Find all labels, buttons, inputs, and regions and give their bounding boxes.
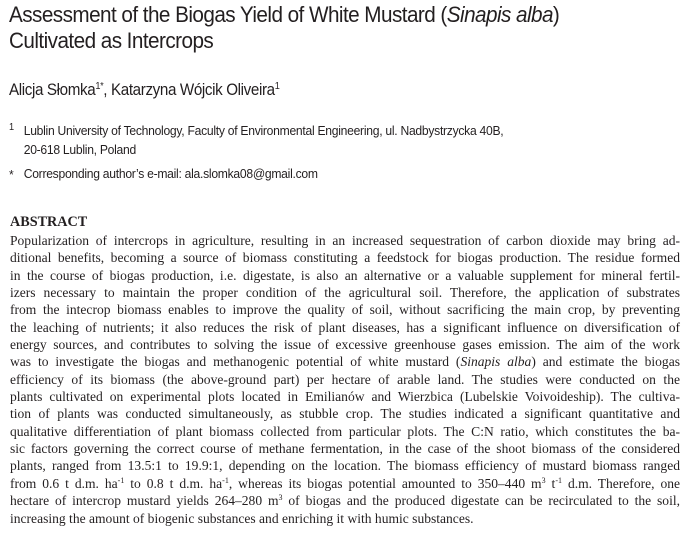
affiliation (9, 121, 503, 159)
affiliation-mark: 1 (9, 122, 14, 133)
abstract-line: energy sources, and contributes to solving the issue of excessive greenhouse gases emission. The aim of the work (10, 337, 680, 353)
corresponding-email: Corresponding author’s e-mail: ala.slomka08@gmail.com (23, 166, 318, 181)
title-line-1: Assessment of the Biogas Yield of White Mustard (Sinapis alba) (9, 2, 560, 27)
abstract-line: increasing the amount of biogenic substances and enriching it with humic substances. (10, 510, 474, 526)
abstract-line: from the intecrop biomass enables to improve the quality of soil, without sacrificing the main crop, by preventing (10, 302, 680, 318)
abstract-line: plants cultivated on experimental plots located in Emilianów and Wierzbica (Lubelskie Voivoideship). The cultiva- (10, 389, 680, 405)
abstract-line: sic factors governing the correct course of methane fermentation, in the case of the shoot biomass of the considered (10, 441, 680, 457)
paper-title (9, 2, 635, 54)
abstract-line: hectare of intercrop mustard yields 264–280 $m^3$ of biogas and the produced digestate can be recirculated to the soil, (10, 493, 680, 509)
abstract-body (10, 232, 680, 527)
author-name: Katarzyna Wójcik Oliveira (111, 81, 275, 99)
affiliation-line-1: Lublin University of Technology, Faculty of Environmental Engineering, ul. Nadbystrzycka 40B, (23, 123, 504, 138)
abstract-heading: ABSTRACT (10, 214, 88, 230)
author-name: Alicja Słomka (9, 81, 96, 99)
affiliation-line-2: 20-618 Lublin, Poland (23, 142, 136, 157)
abstract-line: plants, ranged from 13.5:1 to 19.9:1, depending on the location. The biomass efficiency of mustard biomass ranged (10, 458, 680, 474)
author-affiliation-mark: 1 (274, 81, 280, 92)
abstract-line: in the course of biogas production, i.e. digestate, is also an alternative or a valuable supplement for mineral fertil- (10, 267, 680, 283)
abstract-line: Popularization of intercrops in agriculture, resulting in an increased sequestration of carbon dioxide may bring ad- (10, 233, 680, 248)
abstract-line: qualitative differentiation of plant biomass collected from particular plots. The C:N ratio, which constitutes the ba- (10, 423, 680, 439)
corresponding-author (9, 164, 318, 183)
abstract-line: ditional benefits, becoming a source of biomass constituting a feedstock for biogas production. The residue formed (10, 250, 680, 266)
abstract-line: efficiency of its biomass (the above-ground part) per hectare of arable land. The studies were conducted on the (10, 371, 680, 387)
title-line-2: Cultivated as Intercrops (9, 28, 214, 53)
asterisk-mark: * (9, 167, 14, 182)
abstract-line: from 0.6 t d.m. $ha^{-1}$ to 0.8 t d.m. $ha^{-1}$, whereas its biogas potential amounted to 350–440 $m^3$ $t^{-1}$ d.m. Therefore, one (10, 475, 681, 491)
abstract-line: izers necessary to maintain the proper condition of the agricultural soil. Therefore, the application of substrates (10, 285, 680, 301)
author-list: Alicja Słomka$^{1*}$, Katarzyna Wójcik Oliveira$^1$ (9, 81, 280, 99)
author-affiliation-mark: 1* (95, 81, 104, 92)
abstract-line: was to investigate the biogas and methanogenic potential of white mustard (Sinapis alba) and estimate the biogas (10, 354, 680, 370)
abstract-line: the leaching of nutrients; it also reduces the risk of plant diseases, has a significant influence on diversification of (10, 319, 680, 335)
abstract-line: tion of plants was conducted simultaneously, as stubble crop. The studies indicated a significant quantitative and (10, 406, 680, 422)
